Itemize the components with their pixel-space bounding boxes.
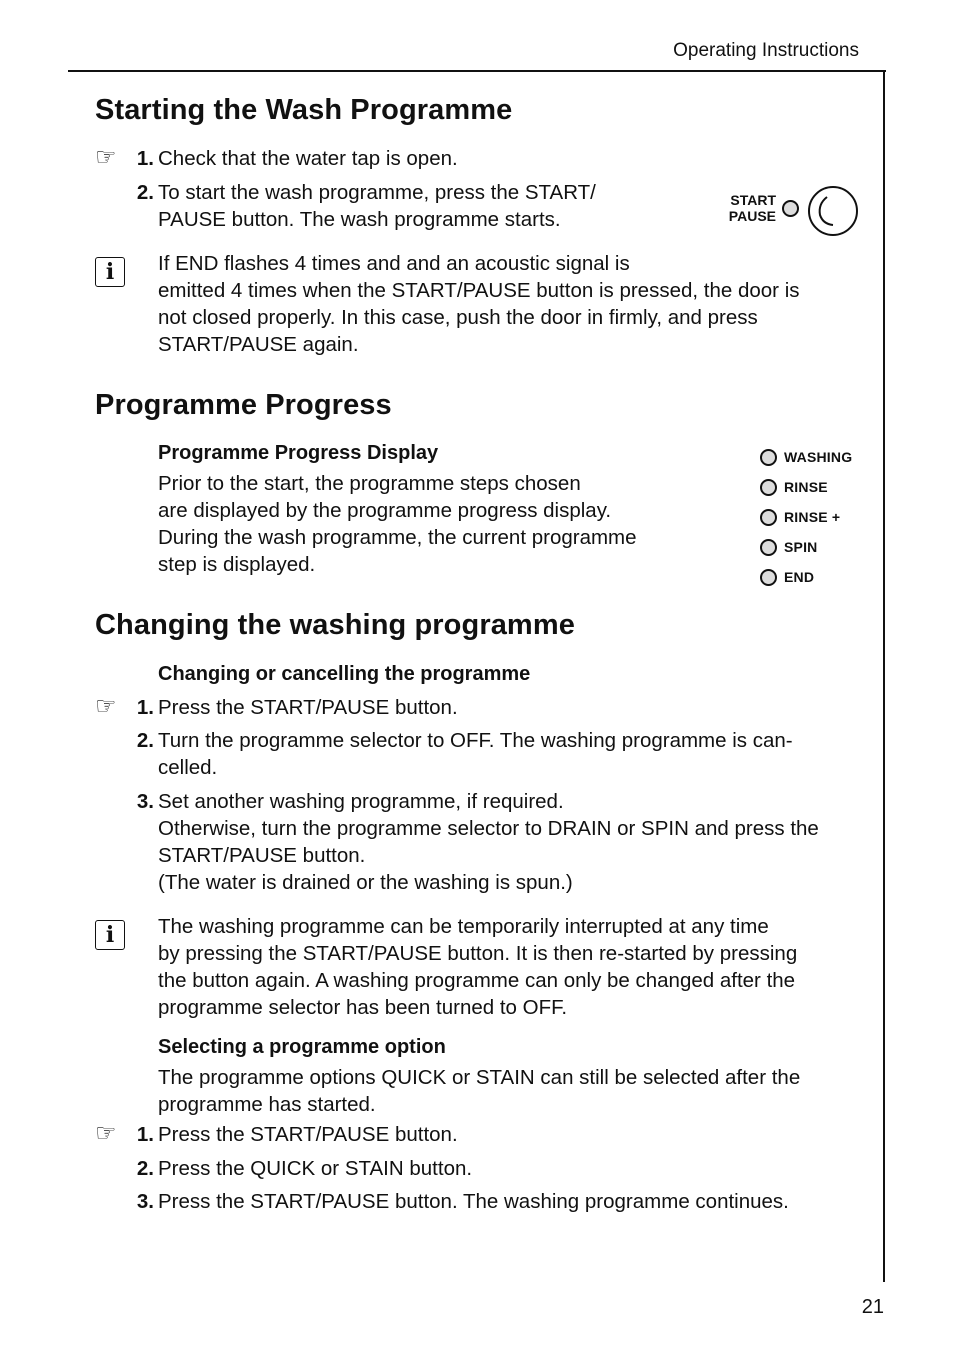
info-icon: i (95, 920, 125, 950)
pointing-hand-icon: ☞ (95, 144, 117, 171)
subsection-title: Selecting a programme option (158, 1036, 446, 1058)
subsection-title: Programme Progress Display (158, 442, 439, 464)
top-rule (68, 70, 886, 72)
progress-indicator-rinse: RINSE (760, 477, 828, 497)
section-title-starting: Starting the Wash Programme (95, 94, 513, 126)
start-pause-button-icon (808, 186, 858, 236)
indicator-light-icon (760, 539, 777, 556)
progress-indicator-end: END (760, 567, 814, 587)
indicator-light-icon (760, 569, 777, 586)
indicator-light-icon (760, 449, 777, 466)
side-rule (883, 70, 885, 1282)
indicator-light-icon (760, 509, 777, 526)
start-pause-label: START PAUSE (728, 192, 776, 224)
pointing-hand-icon: ☞ (95, 1120, 117, 1147)
indicator-light-icon (782, 200, 799, 217)
info-note: The washing programme can be temporarily interrupted at any time by pressing the START/PAUSE button. It is then re-started by pressing the button again. A washing programme can only be changed after the programme selector has been turned to OFF. (158, 915, 798, 1019)
pointing-hand-icon: ☞ (95, 693, 117, 720)
section-title-progress: Programme Progress (95, 389, 392, 421)
indicator-light-icon (760, 479, 777, 496)
progress-indicator-washing: WASHING (760, 447, 852, 467)
page-number: 21 (861, 1296, 884, 1318)
info-note: If END flashes 4 times and and an acoustic signal is emitted 4 times when the START/PAUSE button is pressed, the door is not closed properly. In this case, push the door in firmly, and press START/PAUSE again. (158, 252, 800, 356)
progress-indicator-spin: SPIN (760, 537, 817, 557)
progress-paragraph: Prior to the start, the programme steps chosen are displayed by the programme progress display. During the wash programme, the current programme step is displayed. (158, 472, 637, 576)
subsection-title: Changing or cancelling the programme (158, 663, 531, 685)
progress-indicator-rinse-plus: RINSE + (760, 507, 840, 527)
info-icon: i (95, 257, 125, 287)
section-title-changing: Changing the washing programme (95, 609, 575, 641)
option-paragraph: The programme options QUICK or STAIN can still be selected after the programme has started. (158, 1066, 801, 1116)
running-head: Operating Instructions (673, 40, 859, 61)
